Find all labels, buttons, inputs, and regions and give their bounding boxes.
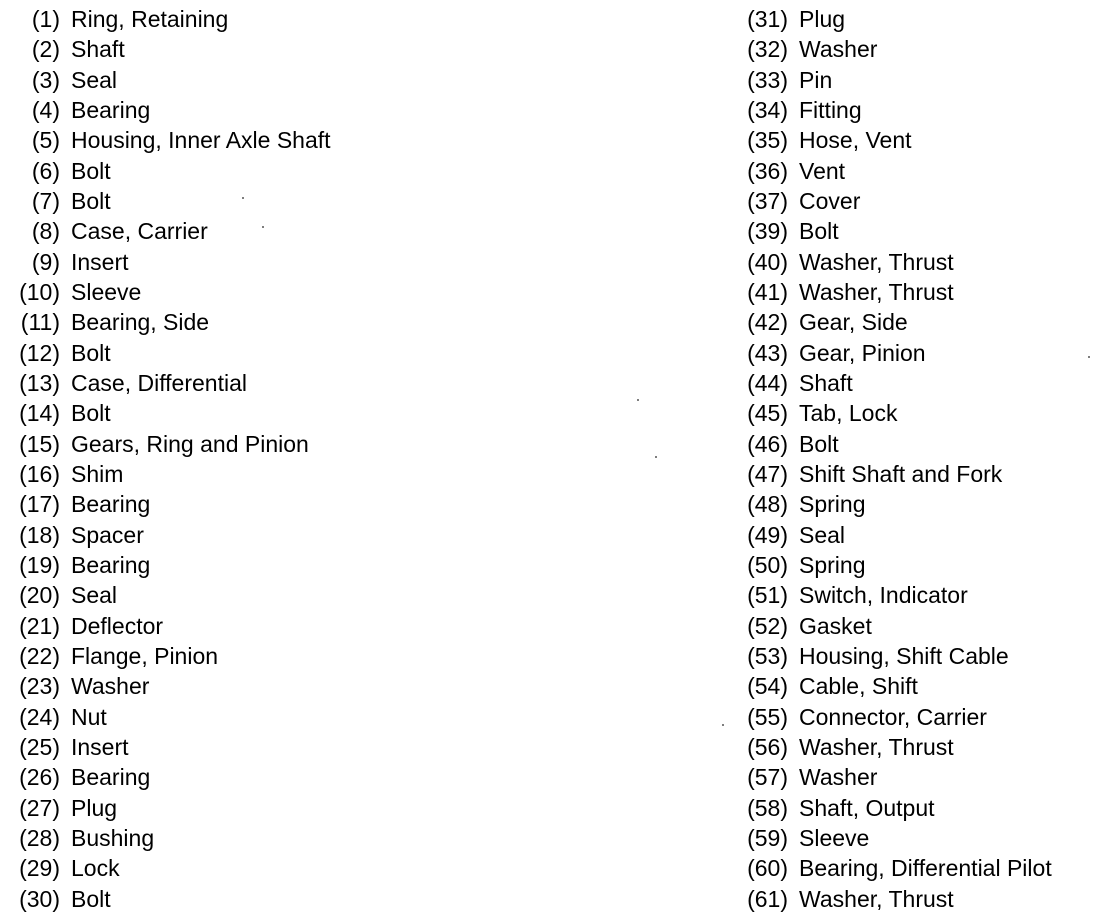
part-name: Shaft — [799, 369, 853, 396]
part-name: Bolt — [71, 157, 111, 184]
part-item — [722, 550, 1120, 580]
part-name: Case, Differential — [71, 369, 247, 396]
part-item — [0, 793, 520, 823]
part-item — [0, 853, 520, 883]
part-name: Deflector — [71, 612, 164, 639]
part-number: (7) — [31, 187, 60, 214]
part-name: Bolt — [71, 400, 111, 427]
part-number: (51) — [747, 582, 788, 609]
part-number: (23) — [19, 673, 60, 700]
part-number: (32) — [747, 36, 788, 63]
part-number: (41) — [747, 278, 788, 305]
part-item — [0, 459, 520, 489]
part-item — [0, 641, 520, 671]
part-number: (17) — [19, 491, 60, 518]
part-name: Washer, Thrust — [799, 885, 954, 912]
parts-list-left-column — [0, 4, 520, 914]
part-name: Plug — [71, 794, 118, 821]
part-item — [0, 368, 520, 398]
part-number: (3) — [31, 66, 60, 93]
part-number: (16) — [19, 460, 60, 487]
part-item — [722, 580, 1120, 610]
part-name: Spring — [799, 491, 866, 518]
part-number: (35) — [747, 127, 788, 154]
part-number: (59) — [747, 824, 788, 851]
part-item — [0, 307, 520, 337]
part-item — [0, 489, 520, 519]
part-item — [722, 338, 1120, 368]
part-name: Case, Carrier — [71, 218, 208, 245]
part-name: Bearing — [71, 491, 151, 518]
part-name: Gear, Side — [799, 309, 908, 336]
part-item — [0, 550, 520, 580]
part-item — [0, 398, 520, 428]
part-name: Washer — [71, 673, 150, 700]
part-name: Bolt — [799, 218, 839, 245]
parts-list-right-column — [722, 4, 1120, 914]
part-item — [722, 429, 1120, 459]
part-name: Lock — [71, 855, 120, 882]
part-name: Shift Shaft and Fork — [799, 460, 1003, 487]
part-number: (52) — [747, 612, 788, 639]
part-item — [722, 732, 1120, 762]
part-name: Plug — [799, 6, 846, 32]
part-name: Seal — [71, 66, 118, 93]
part-item — [722, 216, 1120, 246]
part-item — [722, 277, 1120, 307]
part-number: (12) — [19, 339, 60, 366]
part-name: Spacer — [71, 521, 144, 548]
part-item — [0, 884, 520, 914]
part-number: (26) — [19, 764, 60, 791]
part-number: (2) — [31, 36, 60, 63]
part-item — [722, 398, 1120, 428]
part-number: (55) — [747, 703, 788, 730]
part-name: Bolt — [71, 339, 111, 366]
part-number: (20) — [19, 582, 60, 609]
part-item — [722, 34, 1120, 64]
part-name: Bearing — [71, 96, 151, 123]
part-name: Cover — [799, 187, 861, 214]
part-number: (46) — [747, 430, 788, 457]
part-number: (48) — [747, 491, 788, 518]
part-item — [722, 489, 1120, 519]
part-number: (22) — [19, 642, 60, 669]
scan-speck — [242, 197, 244, 199]
part-name: Bushing — [71, 824, 155, 851]
part-item — [0, 125, 520, 155]
part-item — [722, 853, 1120, 883]
part-name: Washer, Thrust — [799, 733, 954, 760]
part-number: (39) — [747, 218, 788, 245]
part-item — [0, 216, 520, 246]
part-number: (27) — [19, 794, 60, 821]
part-number: (31) — [747, 6, 788, 32]
part-item — [722, 702, 1120, 732]
part-item — [722, 762, 1120, 792]
part-name: Seal — [71, 582, 118, 609]
scan-speck — [637, 399, 639, 401]
part-number: (10) — [19, 278, 60, 305]
part-name: Bearing — [71, 764, 151, 791]
part-name: Washer, Thrust — [799, 278, 954, 305]
part-number: (4) — [31, 96, 60, 123]
part-name: Gears, Ring and Pinion — [71, 430, 309, 457]
part-name: Washer — [799, 764, 878, 791]
part-item — [722, 641, 1120, 671]
part-name: Housing, Shift Cable — [799, 642, 1009, 669]
part-name: Shim — [71, 460, 124, 487]
part-item — [722, 368, 1120, 398]
part-name: Bearing, Differential Pilot — [799, 855, 1052, 882]
part-name: Bolt — [71, 885, 111, 912]
part-number: (6) — [31, 157, 60, 184]
part-name: Sleeve — [799, 824, 870, 851]
part-item — [0, 186, 520, 216]
part-number: (28) — [19, 824, 60, 851]
part-number: (58) — [747, 794, 788, 821]
scan-speck — [722, 724, 724, 726]
part-name: Vent — [799, 157, 846, 184]
part-name: Shaft, Output — [799, 794, 935, 821]
part-item — [0, 520, 520, 550]
part-item — [722, 65, 1120, 95]
part-item — [0, 65, 520, 95]
part-number: (53) — [747, 642, 788, 669]
part-name: Gasket — [799, 612, 872, 639]
part-item — [0, 732, 520, 762]
part-number: (40) — [747, 248, 788, 275]
part-name: Cable, Shift — [799, 673, 918, 700]
part-item — [0, 95, 520, 125]
part-number: (24) — [19, 703, 60, 730]
part-number: (13) — [19, 369, 60, 396]
part-name: Nut — [71, 703, 107, 730]
part-item — [722, 307, 1120, 337]
part-number: (14) — [19, 400, 60, 427]
part-item — [722, 671, 1120, 701]
part-number: (50) — [747, 551, 788, 578]
part-name: Flange, Pinion — [71, 642, 219, 669]
part-name: Switch, Indicator — [799, 582, 968, 609]
part-item — [722, 793, 1120, 823]
part-number: (9) — [31, 248, 60, 275]
part-item — [722, 459, 1120, 489]
part-item — [0, 762, 520, 792]
part-item — [722, 4, 1120, 34]
part-number: (33) — [747, 66, 788, 93]
part-name: Bearing — [71, 551, 151, 578]
part-number: (44) — [747, 369, 788, 396]
part-number: (60) — [747, 855, 788, 882]
part-number: (34) — [747, 96, 788, 123]
part-item — [0, 429, 520, 459]
part-number: (36) — [747, 157, 788, 184]
part-number: (8) — [31, 218, 60, 245]
part-item — [0, 4, 520, 34]
part-number: (15) — [19, 430, 60, 457]
part-name: Tab, Lock — [799, 400, 898, 427]
part-item — [722, 156, 1120, 186]
part-number: (30) — [19, 885, 60, 912]
part-number: (18) — [19, 521, 60, 548]
part-item — [722, 95, 1120, 125]
part-number: (61) — [747, 885, 788, 912]
part-name: Bolt — [799, 430, 839, 457]
part-item — [0, 277, 520, 307]
part-number: (45) — [747, 400, 788, 427]
scan-speck — [262, 226, 264, 228]
part-item — [722, 611, 1120, 641]
part-name: Gear, Pinion — [799, 339, 926, 366]
part-item — [0, 247, 520, 277]
part-name: Washer — [799, 36, 878, 63]
part-name: Bolt — [71, 187, 111, 214]
part-number: (57) — [747, 764, 788, 791]
part-number: (21) — [19, 612, 60, 639]
part-number: (47) — [747, 460, 788, 487]
part-number: (49) — [747, 521, 788, 548]
part-name: Connector, Carrier — [799, 703, 987, 730]
part-item — [722, 125, 1120, 155]
part-item — [722, 520, 1120, 550]
part-item — [0, 34, 520, 64]
part-name: Fitting — [799, 96, 862, 123]
part-name: Pin — [799, 66, 833, 93]
part-number: (29) — [19, 855, 60, 882]
part-number: (11) — [20, 309, 60, 336]
part-name: Washer, Thrust — [799, 248, 954, 275]
part-name: Insert — [71, 248, 129, 275]
part-name: Bearing, Side — [71, 309, 210, 336]
part-item — [0, 580, 520, 610]
part-name: Ring, Retaining — [71, 6, 229, 32]
scan-speck — [655, 456, 657, 458]
part-item — [0, 823, 520, 853]
part-name: Housing, Inner Axle Shaft — [71, 127, 331, 154]
part-item — [722, 186, 1120, 216]
part-item — [0, 702, 520, 732]
part-number: (43) — [747, 339, 788, 366]
part-name: Shaft — [71, 36, 125, 63]
part-name: Sleeve — [71, 278, 142, 305]
part-number: (54) — [747, 673, 788, 700]
part-number: (56) — [747, 733, 788, 760]
part-item — [0, 156, 520, 186]
part-name: Insert — [71, 733, 129, 760]
part-item — [0, 671, 520, 701]
part-item — [722, 884, 1120, 914]
part-item — [0, 338, 520, 368]
part-number: (19) — [19, 551, 60, 578]
part-name: Seal — [799, 521, 846, 548]
part-item — [722, 823, 1120, 853]
part-number: (37) — [747, 187, 788, 214]
part-name: Hose, Vent — [799, 127, 912, 154]
part-number: (25) — [19, 733, 60, 760]
scan-speck — [1088, 356, 1090, 358]
part-name: Spring — [799, 551, 866, 578]
part-item — [722, 247, 1120, 277]
part-number: (1) — [31, 6, 60, 32]
part-number: (42) — [747, 309, 788, 336]
part-item — [0, 611, 520, 641]
part-number: (5) — [31, 127, 60, 154]
